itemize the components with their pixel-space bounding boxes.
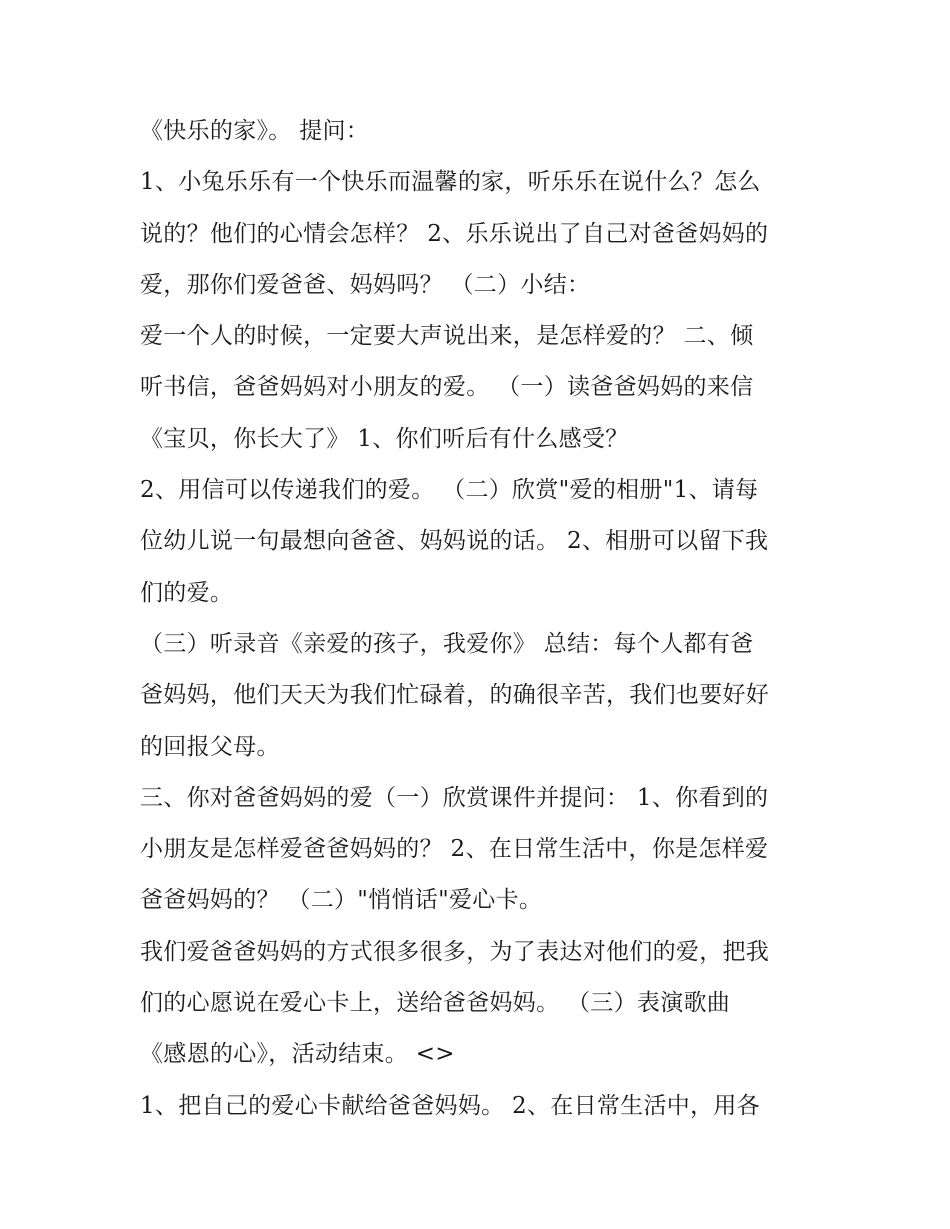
text-line: 爱，那你们爱爸爸、妈妈吗？ （二）小结： [140,271,591,298]
text-line: 的回报父母。 [140,733,280,760]
text-line: 2、用信可以传递我们的爱。 （二）欣赏"爱的相册"1、请每 [140,477,759,504]
text-line: 三、你对爸爸妈妈的爱（一）欣赏课件并提问： 1、你看到的 [140,784,769,811]
text-line: 我们爱爸爸妈妈的方式很多很多，为了表达对他们的爱，把我 [140,938,770,965]
text-line: 《快乐的家》。 提问： [140,118,370,144]
text-line: （三）听录音《亲爱的孩子，我爱你》 总结：每个人都有爸 [140,630,754,657]
text-line: 《感恩的心》，活动结束。 <> [140,1041,455,1068]
text-line: 位幼儿说一句最想向爸爸、妈妈说的话。 2、相册可以留下我 [140,528,769,555]
text-line: 小朋友是怎样爱爸爸妈妈的？ 2、在日常生活中，你是怎样爱 [140,836,769,863]
text-line: 爱一个人的时候，一定要大声说出来，是怎样爱的？ 二、倾 [140,323,754,350]
text-line: 《宝贝，你长大了》 1、你们听后有什么感受？ [140,425,629,452]
document-body [140,106,820,1132]
text-line: 们的心愿说在爱心卡上，送给爸爸妈妈。 （三）表演歌曲 [140,990,731,1017]
text-line: 爸爸妈妈的？ （二）"悄悄话"爱心卡。 [140,887,543,914]
text-line: 听书信，爸爸妈妈对小朋友的爱。 （一）读爸爸妈妈的来信 [140,374,754,401]
text-line: 爸妈妈，他们天天为我们忙碌着，的确很辛苦，我们也要好好 [140,682,770,709]
text-line: 1、把自己的爱心卡献给爸爸妈妈。 2、在日常生活中，用各 [140,1092,760,1119]
text-line: 们的爱。 [140,579,234,606]
text-line: 1、小兔乐乐有一个快乐而温馨的家，听乐乐在说什么？怎么 [140,169,761,196]
text-line: 说的？他们的心情会怎样？ 2、乐乐说出了自己对爸爸妈妈的 [140,220,769,247]
